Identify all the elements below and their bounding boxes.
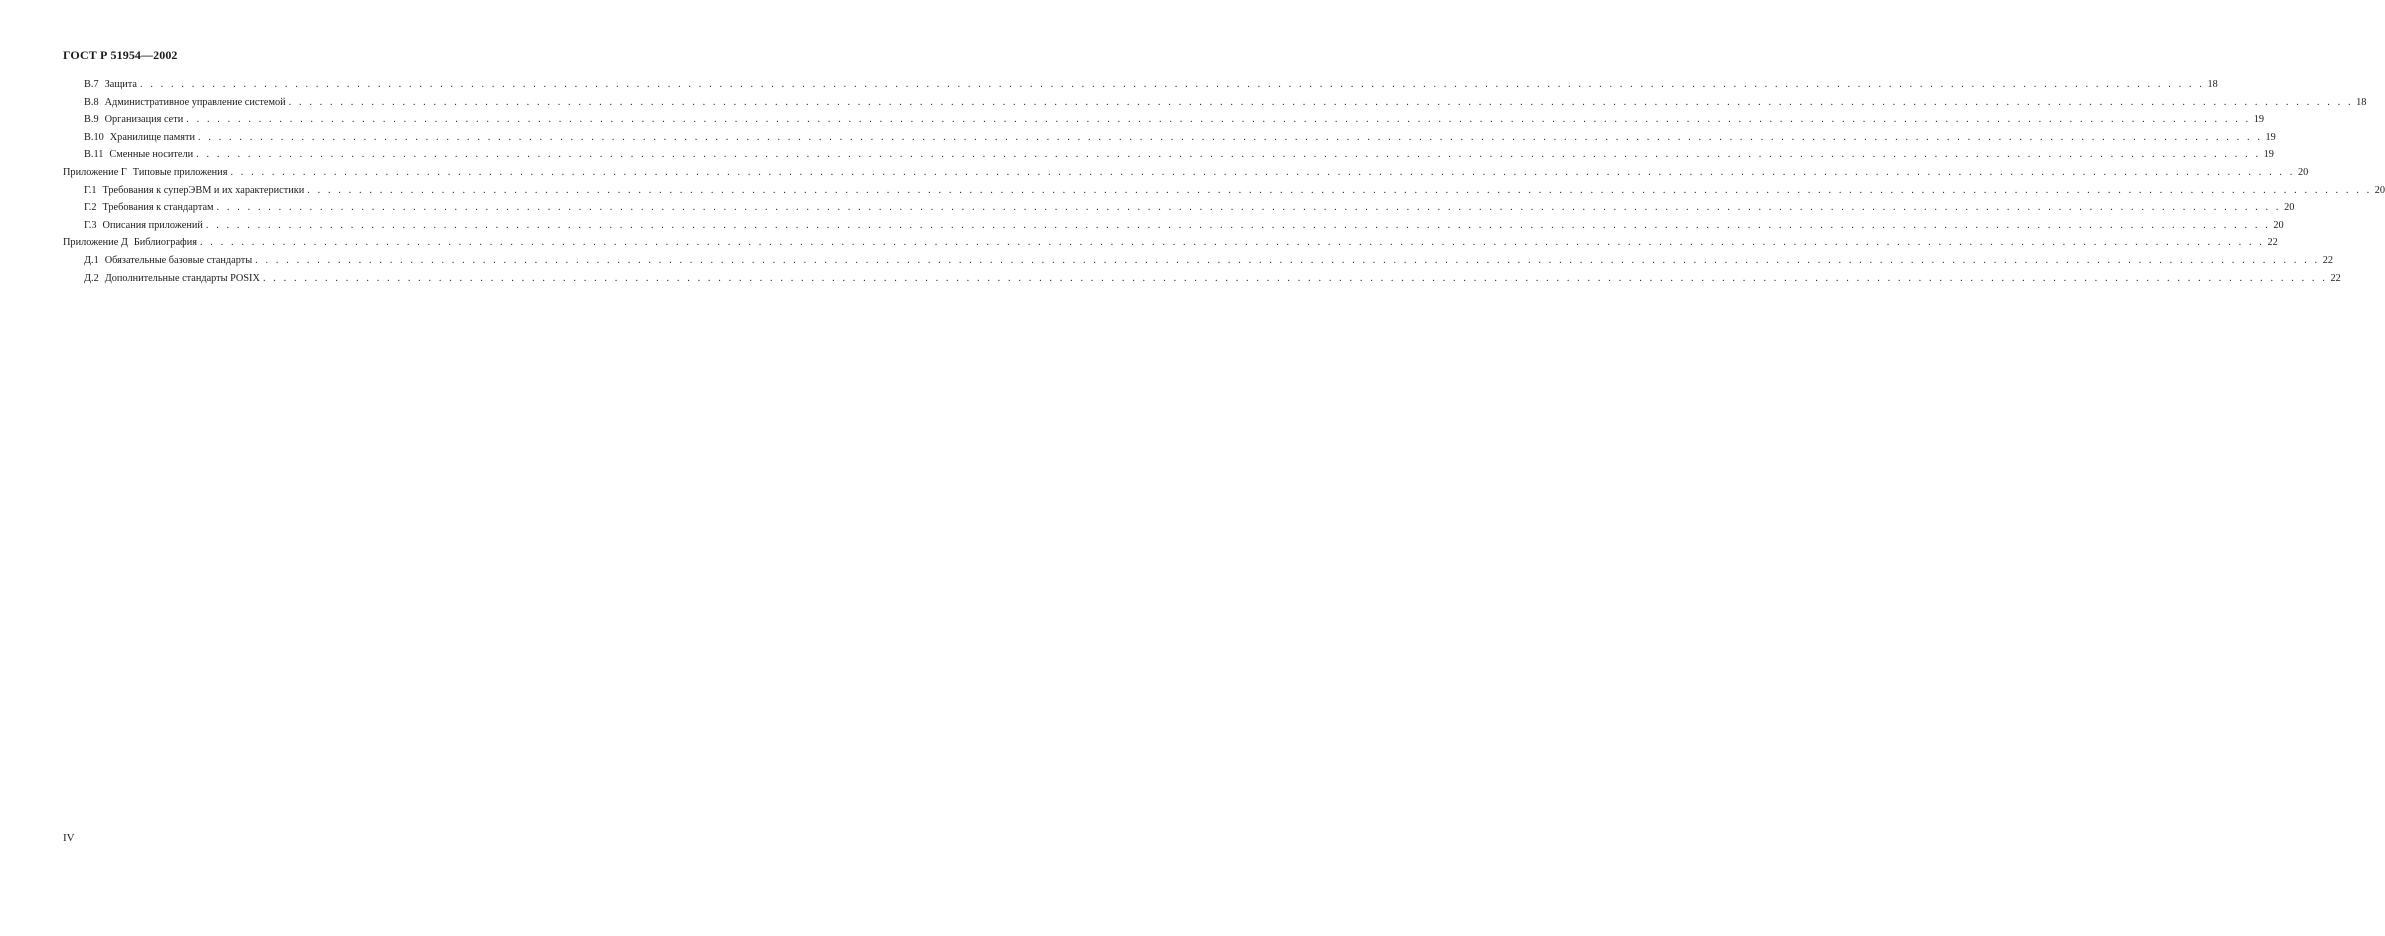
- toc-entry-number: Приложение Д: [63, 237, 128, 249]
- toc-entry-page: 22: [2330, 272, 2341, 284]
- toc-entry-title: Сменные носители: [109, 149, 194, 161]
- toc-entry: [63, 129, 2276, 147]
- toc-dot-leader: . . . . . . . . . . . . . . . . . . . . . . . . . . . . . . . . . . . . . . . . . . . . . . . . . . . . . . . . . . . . . . . . . . . . . . . . . . . . . . . . . . . . . . . . . . . . . . . . . . . . . . . . . . . . . . . . . . . . . . . . . . . . . . . . . . . . . . . . . . . . . . . . . . . . . . . . . . . . . . . . . . . . . . . . . . . . . . . . . . . . . . . . . . . . . . . . . . . . . . . .: [307, 184, 2372, 196]
- toc-dot-leader: . . . . . . . . . . . . . . . . . . . . . . . . . . . . . . . . . . . . . . . . . . . . . . . . . . . . . . . . . . . . . . . . . . . . . . . . . . . . . . . . . . . . . . . . . . . . . . . . . . . . . . . . . . . . . . . . . . . . . . . . . . . . . . . . . . . . . . . . . . . . . . . . . . . . . . . . . . . . . . . . . . . . . . . . . . . . . . . . . . . . . . . . . . . . . . . . . . . . . . . .: [288, 96, 2354, 108]
- toc-dot-leader: . . . . . . . . . . . . . . . . . . . . . . . . . . . . . . . . . . . . . . . . . . . . . . . . . . . . . . . . . . . . . . . . . . . . . . . . . . . . . . . . . . . . . . . . . . . . . . . . . . . . . . . . . . . . . . . . . . . . . . . . . . . . . . . . . . . . . . . . . . . . . . . . . . . . . . . . . . . . . . . . . . . . . . . . . . . . . . . . . . . . . . . . . . . . . . . . . . . . . . . .: [205, 219, 2271, 231]
- toc-dot-leader: . . . . . . . . . . . . . . . . . . . . . . . . . . . . . . . . . . . . . . . . . . . . . . . . . . . . . . . . . . . . . . . . . . . . . . . . . . . . . . . . . . . . . . . . . . . . . . . . . . . . . . . . . . . . . . . . . . . . . . . . . . . . . . . . . . . . . . . . . . . . . . . . . . . . . . . . . . . . . . . . . . . . . . . . . . . . . . . . . . . . . . . . . . . . . . . . . . . . . . . .: [196, 149, 2261, 161]
- toc-entry-title: Требования к суперЭВМ и их характеристики: [102, 184, 305, 196]
- toc-dot-leader: . . . . . . . . . . . . . . . . . . . . . . . . . . . . . . . . . . . . . . . . . . . . . . . . . . . . . . . . . . . . . . . . . . . . . . . . . . . . . . . . . . . . . . . . . . . . . . . . . . . . . . . . . . . . . . . . . . . . . . . . . . . . . . . . . . . . . . . . . . . . . . . . . . . . . . . . . . . . . . . . . . . . . . . . . . . . . . . . . . . . . . . . . . . . . . . . . . . . . . . .: [199, 237, 2265, 249]
- toc-entry-number: В.9: [84, 114, 99, 126]
- toc-entry-page: 20: [2273, 219, 2284, 231]
- toc-entry-title: Описания приложений: [102, 219, 203, 231]
- toc-entry: [63, 76, 2218, 94]
- toc-entry-title: Организация сети: [104, 114, 184, 126]
- toc-entry-page: 20: [2297, 166, 2309, 178]
- toc-entry-page: 19: [2253, 114, 2265, 126]
- toc-entry-number: Г.3: [84, 219, 97, 231]
- toc-entry: [63, 146, 2274, 164]
- toc-entry-page: 20: [2284, 202, 2295, 214]
- toc-entry-title: Библиография: [133, 237, 197, 249]
- toc-entry: [63, 270, 2341, 288]
- toc-dot-leader: . . . . . . . . . . . . . . . . . . . . . . . . . . . . . . . . . . . . . . . . . . . . . . . . . . . . . . . . . . . . . . . . . . . . . . . . . . . . . . . . . . . . . . . . . . . . . . . . . . . . . . . . . . . . . . . . . . . . . . . . . . . . . . . . . . . . . . . . . . . . . . . . . . . . . . . . . . . . . . . . . . . . . . . . . . . . . . . . . . . . . . . . . . . . . . . . . . . . . . . .: [255, 254, 2320, 266]
- toc-entry-title: Хранилище памяти: [109, 131, 195, 143]
- toc-entry-title: Защита: [104, 79, 137, 90]
- toc-entry-number: Д.1: [84, 254, 99, 266]
- toc-entry-page: 19: [2265, 131, 2276, 143]
- toc-dot-leader: . . . . . . . . . . . . . . . . . . . . . . . . . . . . . . . . . . . . . . . . . . . . . . . . . . . . . . . . . . . . . . . . . . . . . . . . . . . . . . . . . . . . . . . . . . . . . . . . . . . . . . . . . . . . . . . . . . . . . . . . . . . . . . . . . . . . . . . . . . . . . . . . . . . . . . . . . . . . . . . . . . . . . . . . . . . . . . . . . . . . . . . . . . . . . . . . . . . . . . . .: [262, 272, 2328, 284]
- toc-entry-number: В.7: [84, 79, 99, 90]
- toc-dot-leader: . . . . . . . . . . . . . . . . . . . . . . . . . . . . . . . . . . . . . . . . . . . . . . . . . . . . . . . . . . . . . . . . . . . . . . . . . . . . . . . . . . . . . . . . . . . . . . . . . . . . . . . . . . . . . . . . . . . . . . . . . . . . . . . . . . . . . . . . . . . . . . . . . . . . . . . . . . . . . . . . . . . . . . . . . . . . . . . . . . . . . . . . . . . . . . . . . . . . . . . .: [139, 79, 2205, 90]
- toc-dot-leader: . . . . . . . . . . . . . . . . . . . . . . . . . . . . . . . . . . . . . . . . . . . . . . . . . . . . . . . . . . . . . . . . . . . . . . . . . . . . . . . . . . . . . . . . . . . . . . . . . . . . . . . . . . . . . . . . . . . . . . . . . . . . . . . . . . . . . . . . . . . . . . . . . . . . . . . . . . . . . . . . . . . . . . . . . . . . . . . . . . . . . . . . . . . . . . . . . . . . . . . .: [230, 166, 2295, 178]
- toc-dot-leader: . . . . . . . . . . . . . . . . . . . . . . . . . . . . . . . . . . . . . . . . . . . . . . . . . . . . . . . . . . . . . . . . . . . . . . . . . . . . . . . . . . . . . . . . . . . . . . . . . . . . . . . . . . . . . . . . . . . . . . . . . . . . . . . . . . . . . . . . . . . . . . . . . . . . . . . . . . . . . . . . . . . . . . . . . . . . . . . . . . . . . . . . . . . . . . . . . . . . . . . .: [186, 114, 2251, 126]
- toc-entry-title: Административное управление системой: [104, 96, 286, 108]
- toc-entry-number: Приложение Г: [63, 166, 127, 178]
- toc-entry-title: Требования к стандартам: [102, 202, 214, 214]
- toc-entry: [63, 199, 2295, 217]
- toc-entry-page: 18: [2207, 79, 2218, 90]
- toc-entry-page: 20: [2374, 184, 2385, 196]
- document-header: ГОСТ Р 51954—2002: [63, 48, 178, 62]
- toc-entry: [63, 111, 2265, 129]
- toc-entry-number: Г.1: [84, 184, 97, 196]
- toc-entry-title: Типовые приложения: [132, 166, 228, 178]
- toc-entry-title: Дополнительные стандарты POSIX: [104, 272, 260, 284]
- toc-entry: [63, 217, 2284, 235]
- toc-entry-page: 22: [2322, 254, 2333, 266]
- toc-entry-number: Г.2: [84, 202, 97, 214]
- toc-entry-title: Обязательные базовые стандарты: [104, 254, 253, 266]
- toc-entry: [63, 252, 2333, 270]
- toc-entry-page: 22: [2267, 237, 2278, 249]
- toc-dot-leader: . . . . . . . . . . . . . . . . . . . . . . . . . . . . . . . . . . . . . . . . . . . . . . . . . . . . . . . . . . . . . . . . . . . . . . . . . . . . . . . . . . . . . . . . . . . . . . . . . . . . . . . . . . . . . . . . . . . . . . . . . . . . . . . . . . . . . . . . . . . . . . . . . . . . . . . . . . . . . . . . . . . . . . . . . . . . . . . . . . . . . . . . . . . . . . . . . . . . . . . .: [198, 131, 2263, 143]
- page-number: IV: [63, 832, 75, 844]
- toc-entry-number: В.11: [84, 149, 104, 161]
- toc-entry: [63, 94, 2367, 112]
- toc-entry-number: В.10: [84, 131, 104, 143]
- toc-entry-page: 18: [2356, 96, 2367, 108]
- toc-entry-page: 19: [2263, 149, 2274, 161]
- toc-entry-number: В.8: [84, 96, 99, 108]
- toc-entry: [63, 182, 2385, 200]
- toc-entry-number: Д.2: [84, 272, 99, 284]
- table-of-contents: [63, 76, 2385, 287]
- toc-dot-leader: . . . . . . . . . . . . . . . . . . . . . . . . . . . . . . . . . . . . . . . . . . . . . . . . . . . . . . . . . . . . . . . . . . . . . . . . . . . . . . . . . . . . . . . . . . . . . . . . . . . . . . . . . . . . . . . . . . . . . . . . . . . . . . . . . . . . . . . . . . . . . . . . . . . . . . . . . . . . . . . . . . . . . . . . . . . . . . . . . . . . . . . . . . . . . . . . . . . . . . . .: [216, 202, 2282, 214]
- toc-entry: [63, 234, 2278, 252]
- toc-entry: [63, 164, 2309, 182]
